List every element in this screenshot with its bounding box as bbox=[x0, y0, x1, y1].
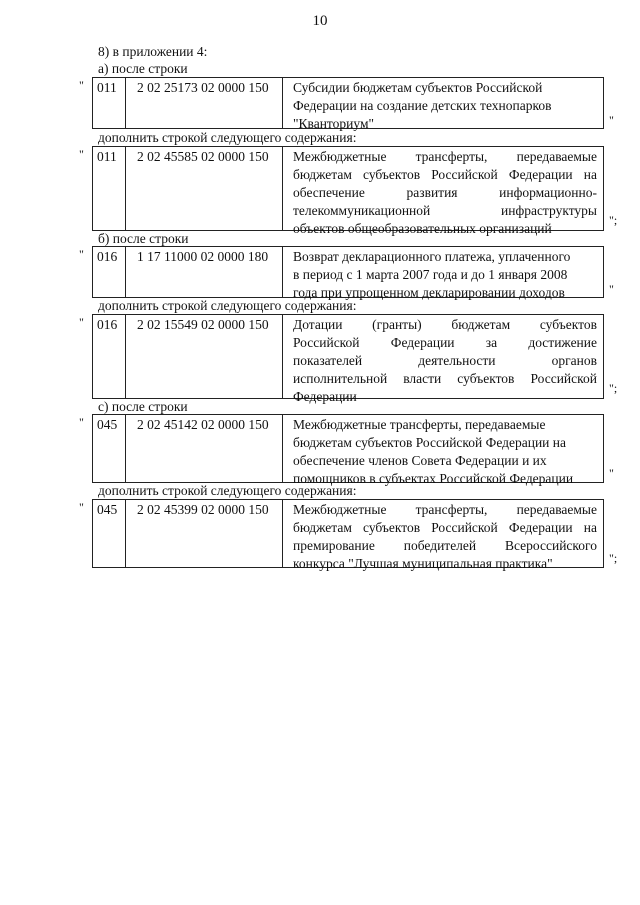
row-kbk-cell bbox=[126, 247, 283, 297]
close-quote: "; bbox=[609, 213, 618, 227]
row-description-line: исполнительной власти субъектов Российской bbox=[293, 371, 597, 386]
row-description-line: Возврат декларационного платежа, уплаченного bbox=[293, 249, 571, 264]
close-quote: "; bbox=[609, 381, 618, 395]
row-description-line: Межбюджетные трансферты, передаваемые bbox=[293, 502, 597, 517]
row-kbk: 2 02 45142 02 0000 150 bbox=[137, 417, 269, 432]
section-c-heading: с) после строки bbox=[98, 399, 188, 414]
open-quote: " bbox=[79, 415, 84, 429]
close-quote: " bbox=[609, 113, 614, 127]
row-description-cell bbox=[283, 247, 603, 300]
intro-text: 8) в приложении 4: bbox=[98, 44, 208, 59]
open-quote: " bbox=[79, 315, 84, 329]
row-kbk-cell bbox=[126, 78, 283, 128]
close-quote: " bbox=[609, 282, 614, 296]
row-code: 045 bbox=[97, 417, 118, 432]
table-row bbox=[92, 146, 604, 236]
row-kbk: 2 02 45399 02 0000 150 bbox=[137, 502, 269, 517]
row-description-line: бюджетам субъектов Российской Федерации на bbox=[293, 167, 597, 182]
row-description-line: премирование победителей Всероссийского bbox=[293, 538, 597, 553]
row-description-line: в период с 1 марта 2007 года и до 1 января 2008 bbox=[293, 267, 568, 282]
row-description-line: показателей деятельности органов bbox=[293, 353, 597, 368]
row-kbk: 1 17 11000 02 0000 180 bbox=[137, 249, 269, 264]
row-description-cell bbox=[283, 147, 603, 236]
row-code-cell bbox=[93, 315, 126, 398]
section-b-heading: б) после строки bbox=[98, 231, 189, 246]
row-description-line: Российской Федерации за достижение bbox=[293, 335, 597, 350]
section-a-heading: а) после строки bbox=[98, 61, 188, 76]
row-code-cell bbox=[93, 415, 126, 482]
row-kbk-cell bbox=[126, 500, 283, 567]
row-description-line: Федерации bbox=[293, 389, 357, 404]
close-quote: " bbox=[609, 466, 614, 480]
open-quote: " bbox=[79, 247, 84, 261]
add-row-phrase: дополнить строкой следующего содержания: bbox=[98, 130, 357, 145]
table-row bbox=[92, 77, 604, 129]
row-description-line: обеспечение членов Совета Федерации и их bbox=[293, 453, 547, 468]
row-kbk-cell bbox=[126, 415, 283, 482]
row-kbk: 2 02 15549 02 0000 150 bbox=[137, 317, 269, 332]
row-kbk-cell bbox=[126, 147, 283, 230]
page-number: 10 bbox=[312, 13, 328, 29]
row-description-line: Дотации (гранты) бюджетам субъектов bbox=[293, 317, 597, 332]
row-code-cell bbox=[93, 247, 126, 297]
row-description-cell bbox=[283, 500, 603, 571]
row-description-line: Субсидии бюджетам субъектов Российской bbox=[293, 80, 543, 95]
row-description-line: Межбюджетные трансферты, передаваемые bbox=[293, 149, 597, 164]
row-description-line: года при упрощенном декларировании доходов bbox=[293, 285, 565, 300]
row-code-cell bbox=[93, 78, 126, 128]
row-code: 011 bbox=[97, 149, 117, 164]
row-code-cell bbox=[93, 147, 126, 230]
table-row bbox=[92, 314, 604, 404]
open-quote: " bbox=[79, 500, 84, 514]
row-description-line: объектов общеобразовательных организаций bbox=[293, 221, 552, 236]
row-description-line: бюджетам субъектов Российской Федерации на bbox=[293, 520, 597, 535]
row-code-cell bbox=[93, 500, 126, 567]
row-description-line: "Кванториум" bbox=[293, 116, 374, 131]
row-code: 011 bbox=[97, 80, 117, 95]
row-description-cell bbox=[283, 415, 603, 486]
table-row bbox=[92, 499, 604, 571]
row-kbk: 2 02 45585 02 0000 150 bbox=[137, 149, 269, 164]
row-description-line: телекоммуникационной инфраструктуры bbox=[293, 203, 597, 218]
row-code: 045 bbox=[97, 502, 118, 517]
row-description-line: бюджетам субъектов Российской Федерации на bbox=[293, 435, 566, 450]
row-code: 016 bbox=[97, 249, 118, 264]
open-quote: " bbox=[79, 78, 84, 92]
add-row-phrase: дополнить строкой следующего содержания: bbox=[98, 483, 357, 498]
row-description-cell bbox=[283, 78, 603, 131]
row-kbk-cell bbox=[126, 315, 283, 398]
row-description-line: обеспечение развития информационно- bbox=[293, 185, 597, 200]
row-description-line: Федерации на создание детских технопарков bbox=[293, 98, 552, 113]
row-code: 016 bbox=[97, 317, 118, 332]
close-quote: "; bbox=[609, 551, 618, 565]
table-row bbox=[92, 246, 604, 298]
row-description-line: конкурса "Лучшая муниципальная практика" bbox=[293, 556, 553, 571]
row-description-cell bbox=[283, 315, 603, 404]
add-row-phrase: дополнить строкой следующего содержания: bbox=[98, 298, 357, 313]
row-kbk: 2 02 25173 02 0000 150 bbox=[137, 80, 269, 95]
table-row bbox=[92, 414, 604, 486]
open-quote: " bbox=[79, 147, 84, 161]
row-description-line: Межбюджетные трансферты, передаваемые bbox=[293, 417, 546, 432]
row-description-line: помощников в субъектах Российской Федерации bbox=[293, 471, 574, 486]
